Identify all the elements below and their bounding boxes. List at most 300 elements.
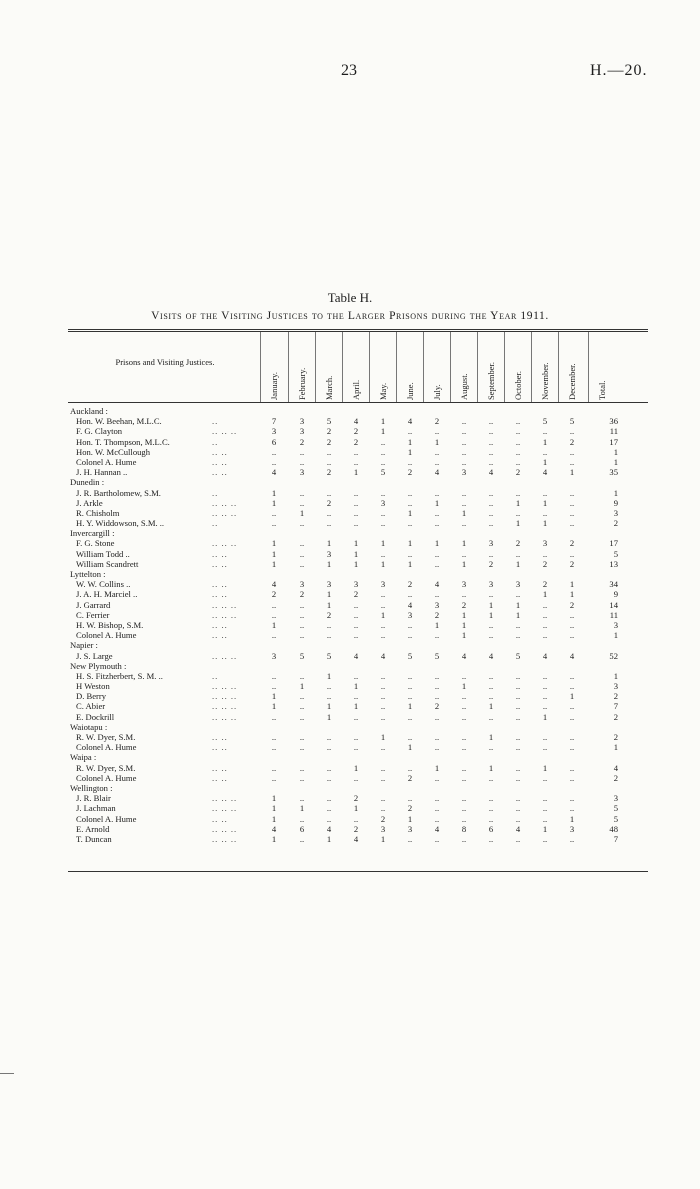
visit-count-cell: .. — [542, 548, 548, 559]
prison-group-row — [0, 406, 700, 416]
visit-count-cell: .. — [407, 732, 413, 742]
visit-count-cell: 1 — [569, 589, 575, 600]
visit-count-cell: .. — [407, 456, 413, 467]
justice-name: Colonel A. Hume — [76, 630, 137, 641]
justice-name: H Weston — [76, 681, 110, 692]
visit-count-cell: .. — [271, 518, 277, 529]
visit-count-cell: 5 — [380, 467, 386, 478]
visit-count-cell: 4 — [353, 416, 359, 427]
visit-count-cell: .. — [515, 793, 521, 804]
visit-count-cell: .. — [299, 793, 305, 804]
visit-count-cell: 1 — [488, 599, 494, 610]
prison-group-row — [0, 477, 700, 487]
visit-count-cell: .. — [434, 630, 440, 641]
column-divider — [423, 332, 424, 402]
visit-count-cell: .. — [271, 681, 277, 692]
visit-count-cell: .. — [488, 416, 494, 427]
leader-dots: .. — [212, 670, 219, 681]
visit-count-cell: .. — [461, 813, 467, 824]
visit-count-cell: .. — [299, 487, 305, 498]
visit-count-cell: .. — [488, 833, 494, 844]
visit-count-cell: 1 — [271, 548, 277, 559]
visit-count-cell: 1 — [488, 609, 494, 620]
visit-count-cell: 3 — [461, 579, 467, 590]
table-title: Table H. — [327, 290, 373, 305]
visit-count-cell: .. — [326, 691, 332, 702]
visit-count-cell: 3 — [326, 548, 332, 559]
visit-count-cell: 1 — [569, 691, 575, 702]
visit-count-cell: .. — [569, 497, 575, 508]
total-cell: 5 — [613, 803, 618, 814]
table-row — [0, 732, 700, 742]
visit-count-cell: .. — [434, 711, 440, 722]
visit-count-cell: .. — [461, 487, 467, 498]
visit-count-cell: .. — [271, 630, 277, 641]
visit-count-cell: .. — [542, 803, 548, 814]
prison-name: Wellington : — [70, 782, 113, 793]
visit-count-cell: .. — [515, 762, 521, 773]
visit-count-cell: 2 — [569, 599, 575, 610]
visit-count-cell: 1 — [271, 487, 277, 498]
visit-count-cell: .. — [461, 701, 467, 712]
month-header-label: December. — [567, 363, 577, 400]
visit-count-cell: .. — [515, 833, 521, 844]
visit-count-cell: 1 — [380, 833, 386, 844]
table-row — [0, 681, 700, 691]
prison-group-row — [0, 640, 700, 650]
justice-name: J. S. Large — [76, 650, 113, 661]
header-rule — [68, 402, 648, 403]
visit-count-cell: .. — [353, 446, 359, 457]
visit-count-cell: .. — [461, 456, 467, 467]
table-row — [0, 814, 700, 824]
visit-count-cell: .. — [461, 670, 467, 681]
table-row — [0, 671, 700, 681]
visit-count-cell: .. — [434, 813, 440, 824]
visit-count-cell: .. — [434, 793, 440, 804]
visit-count-cell: .. — [407, 691, 413, 702]
leader-dots: .. — [212, 487, 219, 498]
justice-name: E. Dockrill — [76, 711, 115, 722]
visit-count-cell: .. — [569, 456, 575, 467]
visit-count-cell: 1 — [569, 579, 575, 590]
visit-count-cell: .. — [461, 518, 467, 529]
leader-dots: .. .. — [212, 446, 228, 457]
visit-count-cell: .. — [434, 548, 440, 559]
prison-group-row — [0, 569, 700, 579]
visit-count-cell: .. — [434, 558, 440, 569]
visit-count-cell: 1 — [542, 711, 548, 722]
visit-count-cell: 1 — [542, 823, 548, 834]
visit-count-cell: .. — [515, 487, 521, 498]
visit-count-cell: .. — [434, 681, 440, 692]
visit-count-cell: .. — [434, 446, 440, 457]
visit-count-cell: .. — [488, 426, 494, 437]
visit-count-cell: .. — [515, 772, 521, 783]
visit-count-cell: .. — [407, 487, 413, 498]
visit-count-cell: 2 — [299, 589, 305, 600]
visit-count-cell: .. — [569, 711, 575, 722]
visit-count-cell: 3 — [515, 579, 521, 590]
visit-count-cell: .. — [353, 497, 359, 508]
total-cell: 2 — [613, 772, 618, 783]
visit-count-cell: 4 — [488, 467, 494, 478]
visit-count-cell: .. — [380, 456, 386, 467]
visit-count-cell: .. — [461, 833, 467, 844]
visit-count-cell: .. — [407, 518, 413, 529]
leader-dots: .. .. — [212, 762, 228, 773]
visit-count-cell: 5 — [434, 650, 440, 661]
visit-count-cell: .. — [407, 497, 413, 508]
justice-name: J. A. H. Marciel .. — [76, 589, 138, 600]
visit-count-cell: .. — [380, 436, 386, 447]
visit-count-cell: .. — [326, 803, 332, 814]
visit-count-cell: 2 — [326, 497, 332, 508]
justice-name: William Todd .. — [76, 548, 130, 559]
justice-name: C. Ferrier — [76, 609, 110, 620]
visit-count-cell: 2 — [353, 426, 359, 437]
visit-count-cell: .. — [515, 446, 521, 457]
visit-count-cell: 1 — [407, 507, 413, 518]
month-header-label: July. — [432, 384, 442, 400]
month-header-label: June. — [405, 382, 415, 400]
visit-count-cell: 1 — [488, 701, 494, 712]
prison-name: Napier : — [70, 640, 98, 651]
visit-count-cell: .. — [461, 426, 467, 437]
table-subtitle-text: Visits of the Visiting Justices to the Larger Prisons during the Year — [151, 310, 517, 322]
visit-count-cell: .. — [542, 446, 548, 457]
visit-count-cell: .. — [299, 518, 305, 529]
visit-count-cell: 4 — [353, 650, 359, 661]
leader-dots: .. .. .. — [212, 609, 238, 620]
month-header — [425, 336, 449, 400]
visit-count-cell: 1 — [326, 701, 332, 712]
total-cell: 34 — [609, 579, 618, 590]
visit-count-cell: 4 — [434, 579, 440, 590]
visit-count-cell: .. — [515, 691, 521, 702]
leader-dots: .. .. .. — [212, 711, 238, 722]
leader-dots: .. .. — [212, 589, 228, 600]
visit-count-cell: .. — [299, 833, 305, 844]
total-cell: 3 — [613, 619, 618, 630]
visit-count-cell: 1 — [461, 538, 467, 549]
visit-count-cell: .. — [542, 701, 548, 712]
visit-count-cell: 4 — [434, 467, 440, 478]
visit-count-cell: 2 — [353, 436, 359, 447]
visit-count-cell: .. — [488, 518, 494, 529]
prison-group-row — [0, 528, 700, 538]
visit-count-cell: .. — [461, 436, 467, 447]
visit-count-cell: 1 — [542, 589, 548, 600]
month-header-label: Total. — [597, 380, 607, 400]
justice-name: R. Chisholm — [76, 507, 120, 518]
visit-count-cell: 3 — [271, 426, 277, 437]
table-row — [0, 630, 700, 640]
visit-count-cell: 3 — [380, 823, 386, 834]
visit-count-cell: 3 — [299, 426, 305, 437]
leader-dots: .. .. — [212, 732, 228, 742]
visit-count-cell: .. — [407, 548, 413, 559]
visit-count-cell: 1 — [515, 497, 521, 508]
visit-count-cell: .. — [542, 793, 548, 804]
visit-count-cell: .. — [299, 599, 305, 610]
visit-count-cell: .. — [488, 497, 494, 508]
prison-name: Waiotapu : — [70, 721, 108, 732]
visit-count-cell: .. — [299, 497, 305, 508]
visit-count-cell: .. — [299, 558, 305, 569]
visit-count-cell: .. — [434, 507, 440, 518]
table-row — [0, 763, 700, 773]
visit-count-cell: .. — [569, 426, 575, 437]
visit-count-cell: .. — [353, 518, 359, 529]
table-row — [0, 447, 700, 457]
table-row — [0, 467, 700, 477]
visit-count-cell: 5 — [542, 416, 548, 427]
visit-count-cell: 1 — [407, 446, 413, 457]
leader-dots: .. .. .. — [212, 599, 238, 610]
visit-count-cell: 6 — [299, 823, 305, 834]
visit-count-cell: .. — [434, 456, 440, 467]
visit-count-cell: .. — [488, 711, 494, 722]
visit-count-cell: 2 — [380, 813, 386, 824]
visit-count-cell: .. — [488, 742, 494, 753]
visit-count-cell: 3 — [542, 538, 548, 549]
table-row — [0, 610, 700, 620]
visit-count-cell: .. — [461, 742, 467, 753]
justice-name: H. S. Fitzherbert, S. M. .. — [76, 670, 163, 681]
month-header-label: March. — [324, 375, 334, 400]
table-row — [0, 600, 700, 610]
visit-count-cell: 1 — [299, 507, 305, 518]
visit-count-cell: .. — [542, 507, 548, 518]
visit-count-cell: 1 — [461, 558, 467, 569]
visit-count-cell: .. — [461, 497, 467, 508]
visit-count-cell: 3 — [407, 823, 413, 834]
table-row — [0, 803, 700, 813]
justice-name: H. Y. Widdowson, S.M. .. — [76, 518, 165, 529]
visit-count-cell: .. — [569, 630, 575, 641]
visit-count-cell: 2 — [353, 823, 359, 834]
visit-count-cell: 4 — [542, 467, 548, 478]
visit-count-cell: 1 — [271, 619, 277, 630]
visit-count-cell: .. — [353, 813, 359, 824]
visit-count-cell: 3 — [353, 579, 359, 590]
visit-count-cell: 2 — [271, 589, 277, 600]
leader-dots: .. — [212, 416, 219, 427]
table-row — [0, 773, 700, 783]
visit-count-cell: .. — [515, 732, 521, 742]
column-divider — [315, 332, 316, 402]
total-cell: 13 — [609, 558, 618, 569]
table-row — [0, 426, 700, 436]
visit-count-cell: .. — [515, 416, 521, 427]
visit-count-cell: .. — [434, 691, 440, 702]
visit-count-cell: .. — [515, 803, 521, 814]
visit-count-cell: .. — [488, 772, 494, 783]
visit-count-cell: 3 — [299, 579, 305, 590]
visit-count-cell: .. — [542, 691, 548, 702]
visit-count-cell: .. — [299, 772, 305, 783]
visit-count-cell: 1 — [434, 497, 440, 508]
table-row — [0, 793, 700, 803]
prison-name: Invercargill : — [70, 528, 115, 539]
visit-count-cell: .. — [407, 589, 413, 600]
leader-dots: .. .. .. — [212, 823, 238, 834]
total-cell: 3 — [613, 507, 618, 518]
visit-count-cell: .. — [434, 670, 440, 681]
leader-dots: .. .. .. — [212, 833, 238, 844]
table-bottom-rule — [68, 871, 648, 872]
visit-count-cell: 2 — [434, 609, 440, 620]
visit-count-cell: 1 — [434, 538, 440, 549]
visit-count-cell: .. — [271, 609, 277, 620]
visit-count-cell: .. — [353, 772, 359, 783]
visit-count-cell: 3 — [299, 416, 305, 427]
visit-count-cell: 3 — [434, 599, 440, 610]
visit-count-cell: 2 — [515, 467, 521, 478]
visit-count-cell: .. — [515, 426, 521, 437]
table-subtitle — [0, 310, 700, 322]
visit-count-cell: 1 — [326, 589, 332, 600]
justice-name: R. W. Dyer, S.M. — [76, 732, 136, 742]
visit-count-cell: 1 — [380, 558, 386, 569]
column-divider — [588, 332, 589, 402]
total-cell: 2 — [613, 711, 618, 722]
visit-count-cell: .. — [488, 446, 494, 457]
visit-count-cell: .. — [326, 681, 332, 692]
leader-dots: .. .. — [212, 630, 228, 641]
visit-count-cell: 3 — [326, 579, 332, 590]
visit-count-cell: 6 — [271, 436, 277, 447]
visit-count-cell: 1 — [271, 558, 277, 569]
table-row — [0, 508, 700, 518]
visit-count-cell: .. — [326, 732, 332, 742]
month-header — [344, 336, 368, 400]
justice-name: H. W. Bishop, S.M. — [76, 619, 144, 630]
visit-count-cell: 1 — [461, 681, 467, 692]
visit-count-cell: 1 — [515, 558, 521, 569]
visit-count-cell: .. — [542, 742, 548, 753]
month-header — [290, 336, 314, 400]
visit-count-cell: .. — [488, 456, 494, 467]
total-cell: 7 — [613, 701, 618, 712]
table-row — [0, 579, 700, 589]
leader-dots: .. .. .. — [212, 426, 238, 437]
visit-count-cell: .. — [461, 772, 467, 783]
total-cell: 7 — [613, 833, 618, 844]
justice-name: Colonel A. Hume — [76, 456, 137, 467]
leader-dots: .. .. — [212, 456, 228, 467]
visit-count-cell: 1 — [488, 762, 494, 773]
visit-count-cell: 4 — [407, 416, 413, 427]
visit-count-cell: .. — [326, 772, 332, 783]
visit-count-cell: 1 — [271, 691, 277, 702]
visit-count-cell: 1 — [299, 803, 305, 814]
visit-count-cell: .. — [569, 681, 575, 692]
justice-name: J. Arkle — [76, 497, 103, 508]
total-cell: 48 — [609, 823, 618, 834]
visit-count-cell: .. — [353, 456, 359, 467]
visit-count-cell: .. — [353, 691, 359, 702]
visit-count-cell: 1 — [353, 548, 359, 559]
total-cell: 3 — [613, 793, 618, 804]
visit-count-cell: .. — [515, 589, 521, 600]
total-cell: 4 — [613, 762, 618, 773]
visit-count-cell: .. — [299, 630, 305, 641]
visit-count-cell: .. — [542, 813, 548, 824]
leader-dots: .. .. — [212, 619, 228, 630]
leader-dots: .. .. .. — [212, 701, 238, 712]
prison-group-row — [0, 783, 700, 793]
leader-dots: .. — [212, 436, 219, 447]
visit-count-cell: .. — [353, 619, 359, 630]
prison-group-row — [0, 661, 700, 671]
visit-count-cell: .. — [299, 446, 305, 457]
visit-count-cell: .. — [271, 772, 277, 783]
visit-count-cell: .. — [326, 630, 332, 641]
total-cell: 35 — [609, 467, 618, 478]
total-cell: 1 — [613, 670, 618, 681]
visit-count-cell: 3 — [299, 467, 305, 478]
visit-count-cell: .. — [488, 681, 494, 692]
visit-count-cell: 1 — [271, 813, 277, 824]
visit-count-cell: .. — [434, 426, 440, 437]
month-header — [452, 336, 476, 400]
total-cell: 36 — [609, 416, 618, 427]
visit-count-cell: 1 — [380, 538, 386, 549]
visit-count-cell: .. — [407, 619, 413, 630]
visit-count-cell: .. — [461, 803, 467, 814]
leader-dots: .. .. — [212, 548, 228, 559]
visit-count-cell: .. — [515, 813, 521, 824]
month-header — [560, 336, 584, 400]
table-top-rule-double — [68, 331, 648, 332]
month-header-label: August. — [459, 373, 469, 400]
visit-count-cell: .. — [488, 487, 494, 498]
visit-count-cell: .. — [542, 732, 548, 742]
visit-count-cell: .. — [515, 701, 521, 712]
justice-name: J. H. Hannan .. — [76, 467, 128, 478]
visit-count-cell: 2 — [542, 558, 548, 569]
visit-count-cell: 1 — [353, 681, 359, 692]
visit-count-cell: 1 — [461, 507, 467, 518]
visit-count-cell: .. — [542, 599, 548, 610]
visit-count-cell: .. — [380, 772, 386, 783]
visit-count-cell: 1 — [353, 701, 359, 712]
visit-count-cell: .. — [515, 436, 521, 447]
visit-count-cell: .. — [299, 691, 305, 702]
total-cell: 17 — [609, 436, 618, 447]
leader-dots: .. .. .. — [212, 793, 238, 804]
visit-count-cell: 2 — [326, 426, 332, 437]
visit-count-cell: .. — [434, 772, 440, 783]
leader-dots: .. .. — [212, 813, 228, 824]
visit-count-cell: 7 — [271, 416, 277, 427]
visit-count-cell: .. — [434, 518, 440, 529]
prison-name: Dunedin : — [70, 477, 105, 488]
visit-count-cell: .. — [353, 599, 359, 610]
visit-count-cell: .. — [407, 762, 413, 773]
month-header-label: February. — [297, 367, 307, 400]
visit-count-cell: 2 — [326, 609, 332, 620]
visit-count-cell: .. — [380, 681, 386, 692]
table-row — [0, 824, 700, 834]
total-cell: 1 — [613, 630, 618, 641]
visit-count-cell: .. — [515, 456, 521, 467]
column-divider — [531, 332, 532, 402]
visit-count-cell: .. — [299, 701, 305, 712]
justice-name: W. W. Collins .. — [76, 579, 131, 590]
